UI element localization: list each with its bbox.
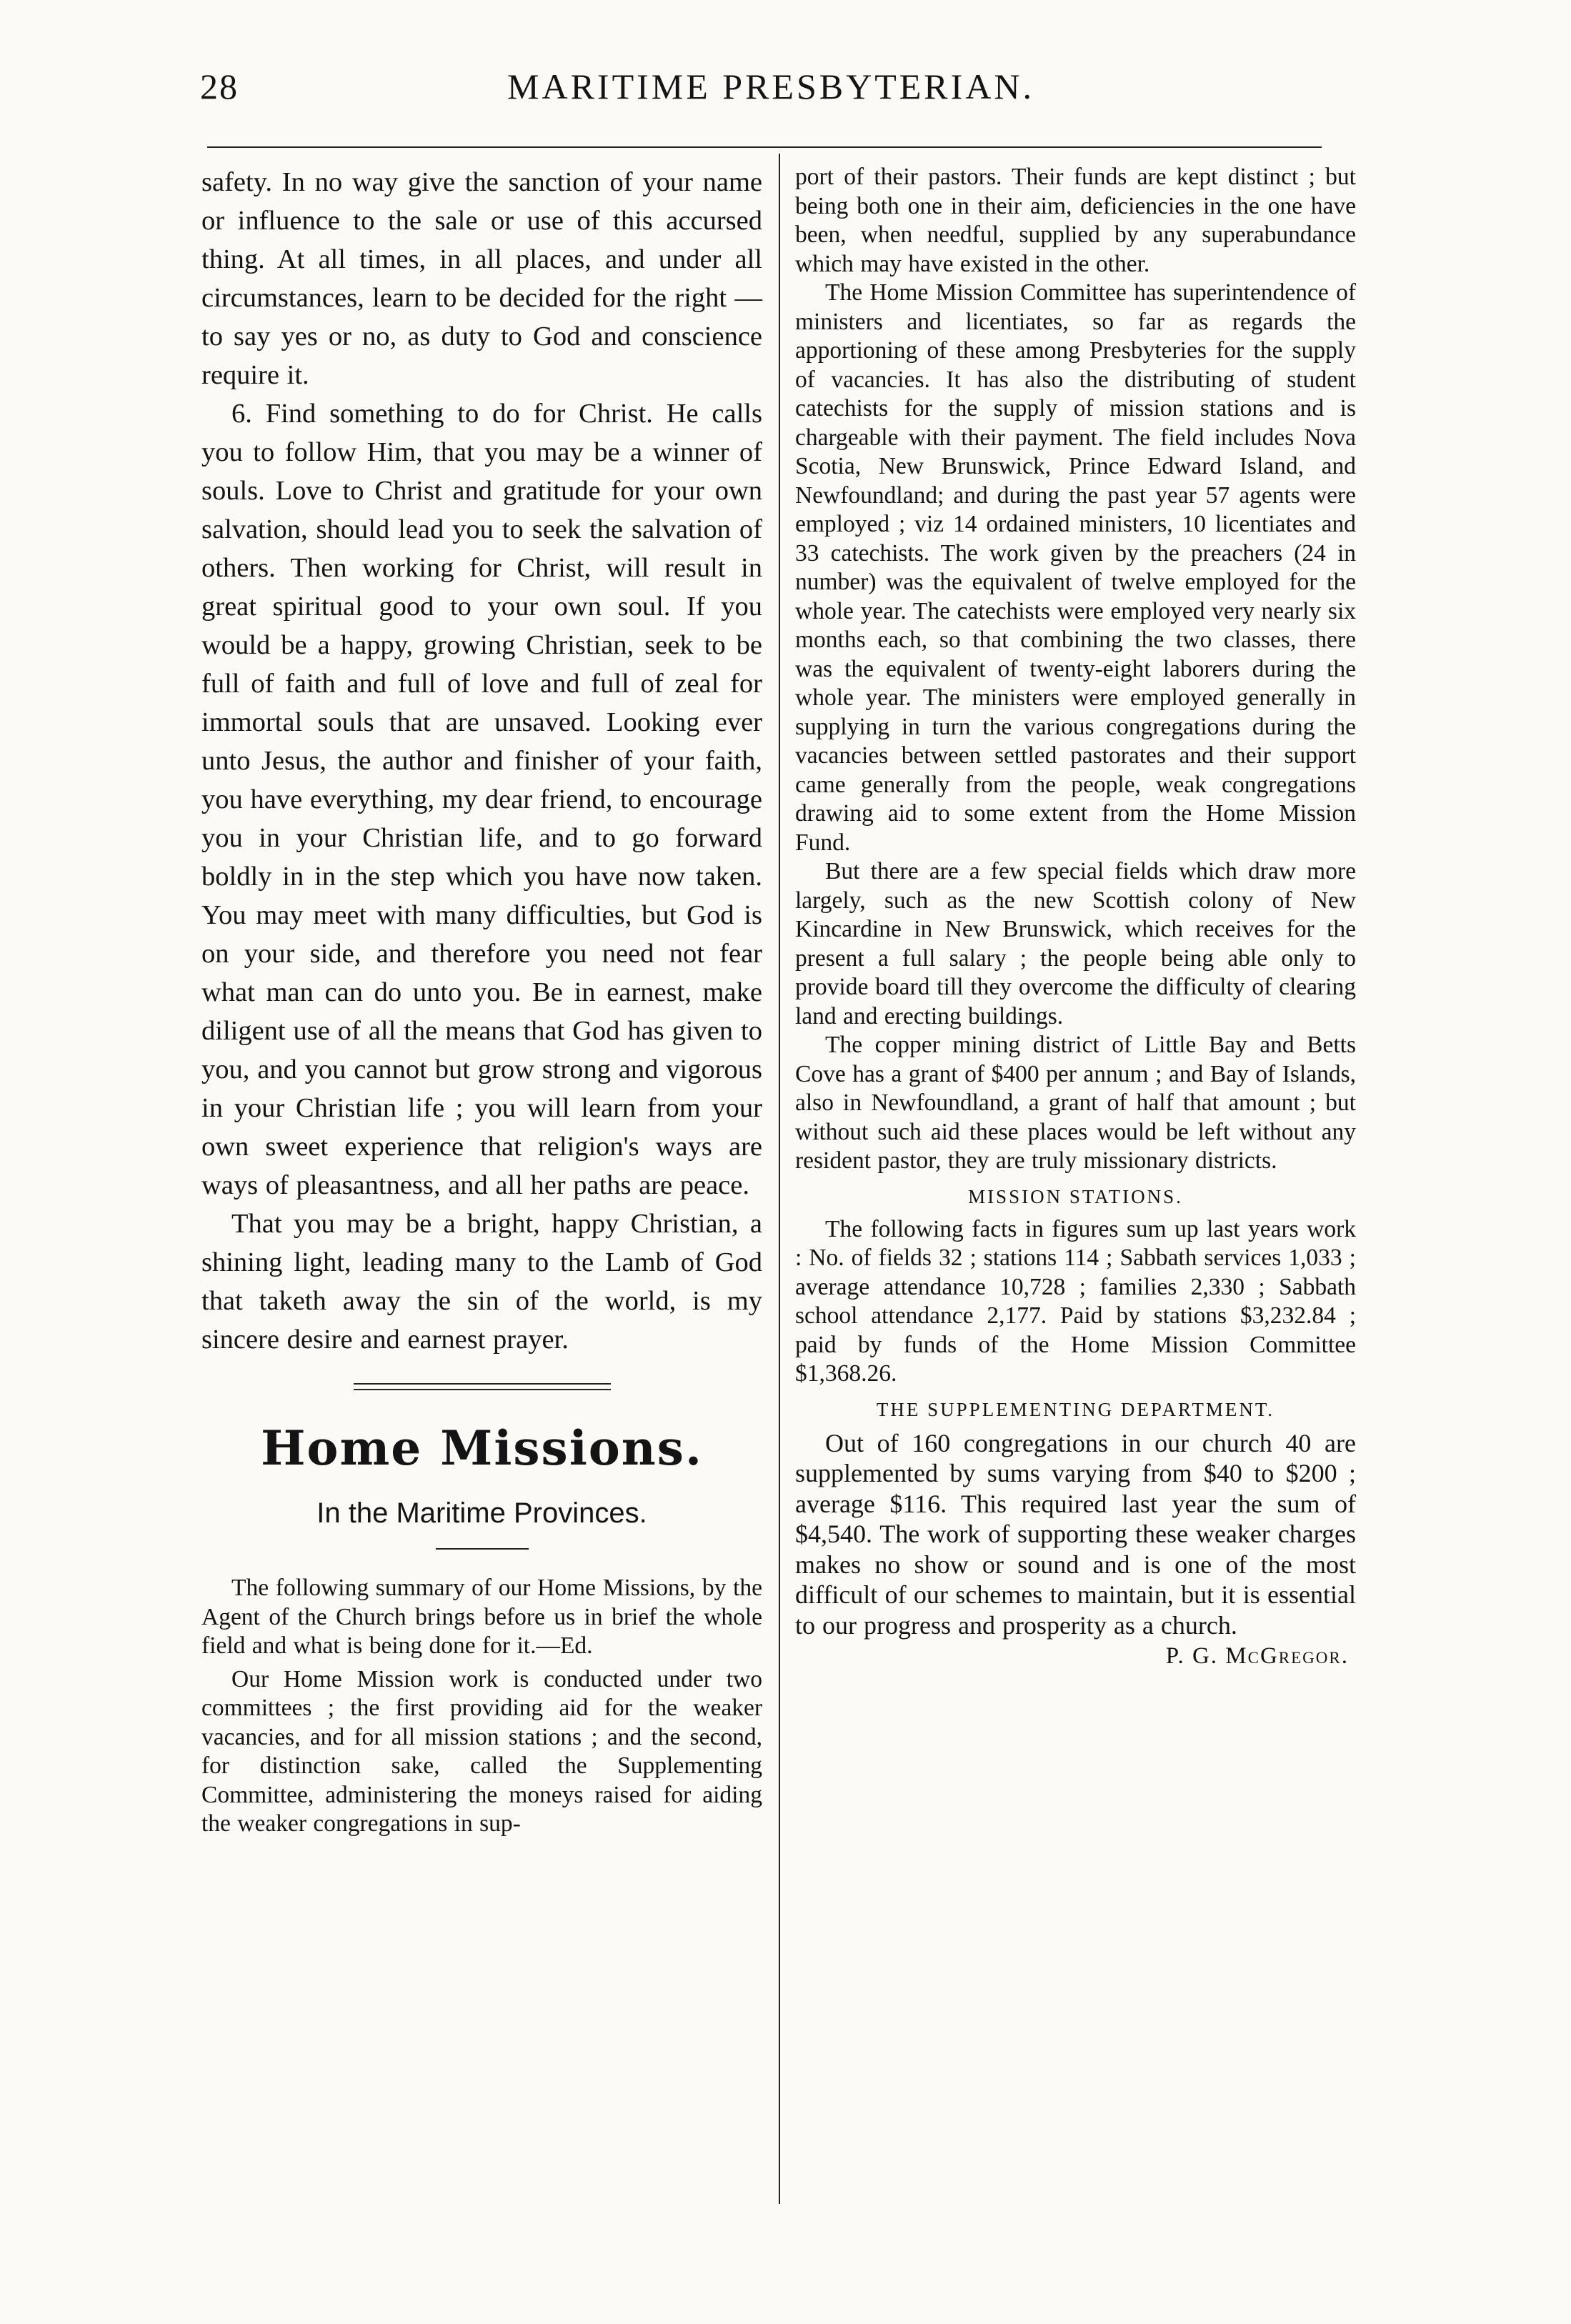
paragraph-home-mission-work: Our Home Mission work is conducted under two committees ; the first providing aid for the weaker vacancies, and for all mission stations ; and the second, for distinction sake, called the Supplementing Committee, administering the moneys raised for aiding the weaker congregations in sup- — [201, 1665, 762, 1837]
header-rule — [207, 146, 1322, 148]
paragraph-special-fields: But there are a few special fields which draw more largely, such as the new Scottish colony of New Kincardine in New Brunswick, which receives for the present a full salary ; the people being able only to provide board till they overcome the difficulty of clearing land and erecting buildings. — [795, 858, 1356, 1029]
paragraph-funds: port of their pastors. Their funds are kept distinct ; but being both one in their aim, deficiencies in the one have been, when needful, supplied by any superabundance which may have existed in the other. — [795, 164, 1356, 277]
section-subtitle: In the Maritime Provinces. — [316, 1497, 647, 1529]
paragraph-find-something: 6. Find something to do for Christ. He calls you to follow Him, that you may be a winner of souls. Love to Christ and gratitude for your own salvation, should lead you to seek the salvation of others. Then working for Christ, will result in great spiritual good to your own soul. If you would be a happy, growing Christian, seek to be full of faith and full of love and full of zeal for immortal souls that are unsaved. Looking ever unto Jesus, the author and finisher of your faith, you have everything, my dear friend, to encourage you in your Christian life, and to go forward boldly in in the step which you have now taken. You may meet with many difficulties, but God is on your side, and therefore you need not fear what man can do unto you. Be in earnest, make diligent use of all the means that God has given to you, and you cannot but grow strong and vigorous in your Christian life ; you will learn from your own sweet experience that religion's ways are ways of pleasantness, and all her paths are peace. — [201, 399, 762, 1200]
paragraph-intro: The following summary of our Home Missions, by the Agent of the Church brings before us in brief the whole field and what is being done for it.—Ed. — [201, 1575, 762, 1659]
author-signature: P. G. McGregor. — [1165, 1643, 1349, 1669]
heading-supplementing-department: THE SUPPLEMENTING DEPARTMENT. — [876, 1398, 1275, 1420]
home-missions-heading-block — [201, 1383, 762, 1550]
running-title: MARITIME PRESBYTERIAN. — [507, 66, 1035, 106]
page-header — [200, 66, 1336, 116]
subtitle-rule — [436, 1548, 529, 1550]
section-title: Home Missions. — [261, 1420, 703, 1476]
page-number: 28 — [200, 66, 239, 106]
paragraph-copper-district: The copper mining district of Little Bay and Betts Cove has a grant of $400 per annum ; and Bay of Islands, also in Newfoundland, a grant of half that amount ; but without such aid these places would be left without any resident pastor, they are truly missionary districts. — [795, 1032, 1356, 1174]
right-column — [795, 163, 1356, 1670]
paragraph-closing-prayer: That you may be a bright, happy Christian, a shining light, leading many to the Lamb of God that taketh away the sin of the world, is my sincere desire and earnest prayer. — [201, 1209, 762, 1355]
paragraph-supplementing: Out of 160 congregations in our church 40 are supplemented by sums varying from $40 to $200 ; average $116. This required last year the sum of $4,540. The work of supporting these weaker charges makes no show or sound and is one of the most difficult of our schemes to maintain, but it is essential to our progress and prosperity as a church. — [795, 1428, 1356, 1640]
paragraph-mission-stations: The following facts in figures sum up last years work : No. of fields 32 ; stations 114 ; Sabbath services 1,033 ; average attendance 10,728 ; families 2,330 ; Sabbath school attendance 2,177. Paid by stations $3,232.84 ; paid by funds of the Home Mission Committee $1,368.26. — [795, 1215, 1356, 1387]
heading-mission-stations: MISSION STATIONS. — [968, 1185, 1183, 1207]
paragraph-safety: safety. In no way give the sanction of your name or influence to the sale or use of this accursed thing. At all times, in all places, and under all circumstances, learn to be decided for the right —to say yes or no, as duty to God and conscience require it. — [201, 167, 762, 390]
heading-rule — [354, 1389, 611, 1390]
paragraph-committee: The Home Mission Committee has superintendence of ministers and licentiates, so far as regards the apportioning of these among Presbyteries for the supply of vacancies. It has also the distributing of student catechists for the supply of mission stations and is chargeable with their payment. The field includes Nova Scotia, New Brunswick, Prince Edward Island, and Newfoundland; and during the past year 57 agents were employed ; viz 14 ordained ministers, 10 licentiates and 33 catechists. The work given by the preachers (24 in number) was the equivalent of twelve employed for the whole year. The catechists were employed very nearly six months each, so that combining the two classes, there was the equivalent of twenty-eight laborers during the whole year. The ministers were employed generally in supplying in turn the various congregations during the vacancies between settled pastorates and their support came generally from the people, weak congregations drawing aid to some extent from the Home Mission Fund. — [795, 279, 1356, 856]
left-column — [201, 163, 762, 1839]
heading-rule — [354, 1383, 611, 1385]
column-divider — [779, 154, 780, 2204]
